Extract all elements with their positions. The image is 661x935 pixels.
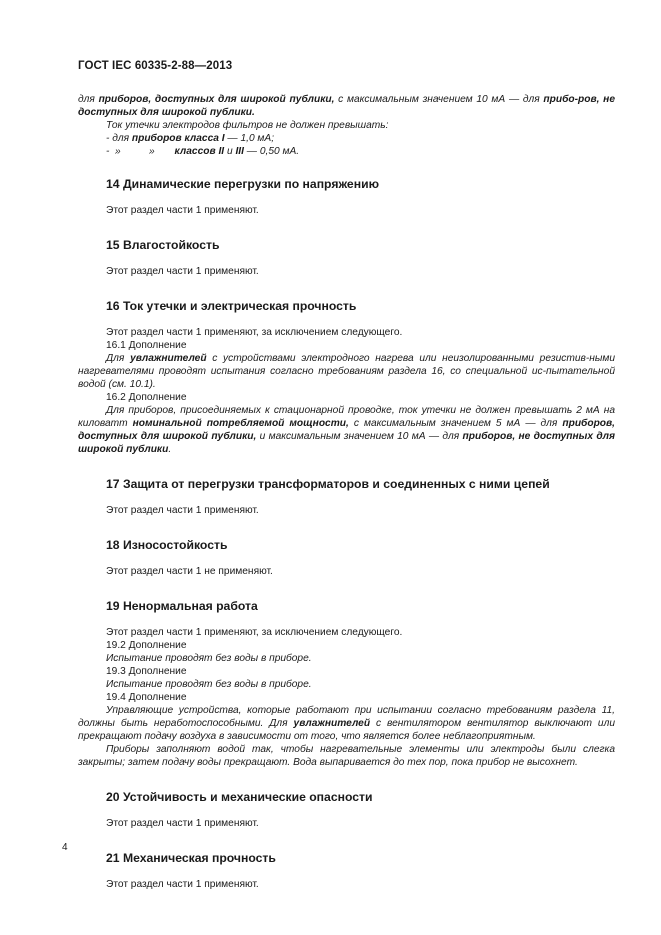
bold-term: приборов, доступных для широкой публики, (78, 418, 616, 442)
bold-term: увлажнителей (130, 353, 207, 364)
subsection-16-2-text (78, 404, 615, 456)
subsection-19-2: 19.2 Дополнение (106, 640, 187, 651)
section-20-text: Этот раздел части 1 применяют. (106, 818, 259, 829)
section-15-text: Этот раздел части 1 применяют. (106, 266, 259, 277)
section-18-text: Этот раздел части 1 не применяют. (106, 566, 273, 577)
bold-term: увлажнителей (293, 718, 371, 729)
bold-term: прибо-ров, не доступных для широкой публики. (78, 94, 615, 118)
document-body (78, 93, 615, 891)
bold-term: приборов класса I (131, 133, 225, 144)
text-run: Для приборов, присоединяемых к стационарной проводке, ток утечки не должен превышать 2 мА на киловатт (78, 405, 615, 429)
section-17-text: Этот раздел части 1 применяют. (106, 505, 259, 516)
page-number: 4 (62, 842, 68, 853)
section-18-heading: 18 Износостойкость (106, 538, 228, 552)
text-run: Для (106, 353, 131, 364)
text-run: для (78, 94, 99, 105)
section-14-heading: 14 Динамические перегрузки по напряжению (106, 177, 379, 191)
subsection-19-4-text (78, 704, 615, 743)
text-run: с устройствами электродного нагрева или неизолированными резистив-ными нагревателями проводят испытания согласно требованиям раздела 16, со специальной ис-пытательной водой (см. 10.1). (78, 353, 615, 390)
text-run: с максимальным значением 5 мА — для (348, 418, 563, 429)
bold-term: III (235, 146, 244, 157)
subsection-16-1-text (78, 352, 615, 391)
subsection-16-1: 16.1 Дополнение (106, 340, 187, 351)
text-run: и максимальным значением 10 мА — для (256, 431, 463, 442)
text-run: - для (106, 133, 132, 144)
text-run: — 0,50 мА. (243, 146, 300, 157)
section-21-text: Этот раздел части 1 применяют. (106, 879, 259, 890)
subsection-19-4: 19.4 Дополнение (106, 692, 187, 703)
section-14-text: Этот раздел части 1 применяют. (106, 205, 259, 216)
text-run: - » » (106, 146, 175, 157)
bold-term: приборов, доступных для широкой публики, (98, 94, 335, 105)
text-run: . (168, 444, 172, 455)
text-run: с вентилятором вентилятор выключают или прекращают подачу воздуха в зависимости от того, что является более неблагоприятным. (78, 718, 615, 742)
section-19-heading: 19 Ненормальная работа (106, 599, 258, 613)
bold-term: классов II (174, 146, 225, 157)
subsection-19-3: 19.3 Дополнение (106, 666, 187, 677)
intro-paragraph (78, 93, 615, 119)
subsection-19-4-text-2: Приборы заполняют водой так, чтобы нагревательные элементы или электроды были слегка закрыты; затем подачу воды прекращают. Вода выпаривается до тех пор, пока прибор не высохнет. (78, 744, 615, 768)
section-15-heading: 15 Влагостойкость (106, 238, 220, 252)
intro-line: Ток утечки электродов фильтров не должен превышать: (106, 120, 389, 131)
subsection-19-2-text: Испытание проводят без воды в приборе. (106, 653, 312, 664)
text-run: с максимальным значением 10 мА — для (334, 94, 544, 105)
document-header: ГОСТ IEC 60335-2-88—2013 (78, 60, 233, 72)
subsection-19-3-text: Испытание проводят без воды в приборе. (106, 679, 312, 690)
text-run: и (224, 146, 236, 157)
bold-term: номинальной потребляемой мощности, (132, 418, 349, 429)
text-run: — 1,0 мА; (224, 133, 275, 144)
text-run: Управляющие устройства, которые работают при испытании согласно требованиям раздела 11, должны быть неработоспособными. Для (78, 705, 615, 729)
intro-list-item-1 (78, 132, 615, 145)
section-17-heading: 17 Защита от перегрузки трансформаторов и соединенных с ними цепей (106, 477, 550, 491)
intro-list-item-2 (78, 145, 615, 158)
section-16-heading: 16 Ток утечки и электрическая прочность (106, 299, 357, 313)
subsection-16-2: 16.2 Дополнение (106, 392, 187, 403)
section-21-heading: 21 Механическая прочность (106, 851, 276, 865)
section-19-text: Этот раздел части 1 применяют, за исключением следующего. (106, 627, 403, 638)
bold-term: приборов, не доступных для широкой публики (78, 431, 615, 455)
section-20-heading: 20 Устойчивость и механические опасности (106, 790, 373, 804)
section-16-text: Этот раздел части 1 применяют, за исключением следующего. (106, 327, 403, 338)
